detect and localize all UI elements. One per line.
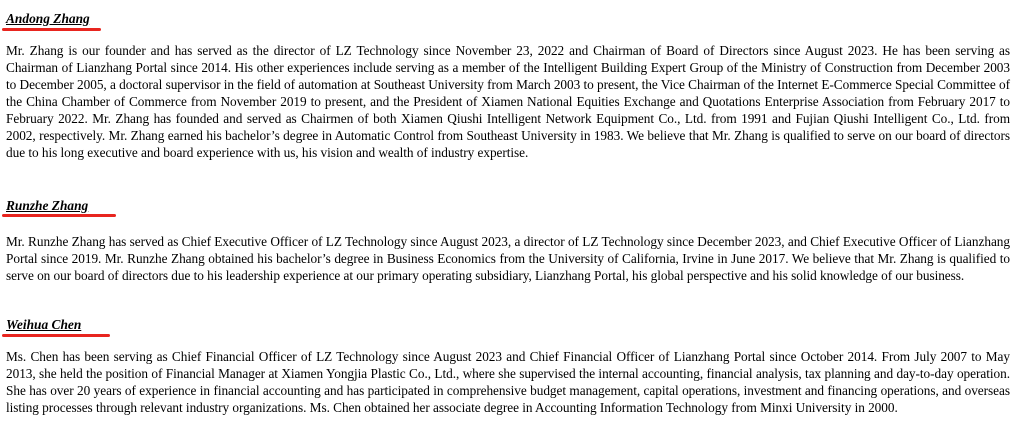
red-annotation-underline: [2, 28, 101, 31]
bio-heading-runzhe-zhang: [6, 197, 88, 215]
bio-heading-andong-zhang: [6, 10, 90, 28]
person-name: Runzhe Zhang: [6, 198, 89, 213]
bio-paragraph-weihua-chen: Ms. Chen has been serving as Chief Financial Officer of LZ Technology since August 2023 and Chief Financial Officer of Lianzhang Portal since October 2014. From July 2007 to May 2013, she held the position of Financial Manager at Xiamen Yongjia Plastic Co., Ltd., where she supervised the internal accounting, financial analysis, tax planning and day-to-day operation. She has over 20 years of experience in financial accounting and has participated in comprehensive budget management, capital operations, investment and financing operations, and overseas listing processes through relevant industry organizations. Ms. Chen obtained her associate degree in Accounting Information Technology from Minxi University in 2000.: [6, 349, 1010, 415]
red-annotation-underline: [2, 334, 110, 337]
bio-paragraph-runzhe-zhang: Mr. Runzhe Zhang has served as Chief Executive Officer of LZ Technology since August 2023, a director of LZ Technology since December 2023, and Chief Executive Officer of Lianzhang Portal since 2019. Mr. Runzhe Zhang obtained his bachelor’s degree in Business Economics from the University of California, Irvine in June 2017. We believe that Mr. Zhang is qualified to serve on our board of directors due to his leadership experience at our primary operating subsidiary, Lianzhang Portal, his global perspective and his solid knowledge of our business.: [6, 234, 1010, 283]
red-annotation-underline: [2, 214, 116, 217]
bio-heading-weihua-chen: [6, 316, 81, 334]
bio-paragraph-andong-zhang: Mr. Zhang is our founder and has served as the director of LZ Technology since November 23, 2022 and Chairman of Board of Directors since August 2023. He has been serving as Chairman of Lianzhang Portal since 2014. His other experiences include serving as a member of the Intelligent Building Expert Group of the Ministry of Construction from December 2003 to December 2005, a doctoral supervisor in the field of automation at Southeast University from March 2003 to present, the Vice Chairman of the Internet E-Commerce Special Committee of the China Chamber of Commerce from November 2019 to present, and the President of Xiamen National Equities Exchange and Quotations Enterprise Association from February 2017 to February 2022. Mr. Zhang has founded and served as Chairmen of both Xiamen Qiushi Intelligent Network Equipment Co., Ltd. from 1991 and Fujian Qiushi Intelligent Co., Ltd. from 2002, respectively. Mr. Zhang earned his bachelor’s degree in Automatic Control from Southeast University in 1983. We believe that Mr. Zhang is qualified to serve on our board of directors due to his long executive and board experience with us, his vision and wealth of industry expertise.: [6, 43, 1010, 160]
person-name: Andong Zhang: [6, 11, 90, 26]
person-name: Weihua Chen: [6, 317, 82, 332]
